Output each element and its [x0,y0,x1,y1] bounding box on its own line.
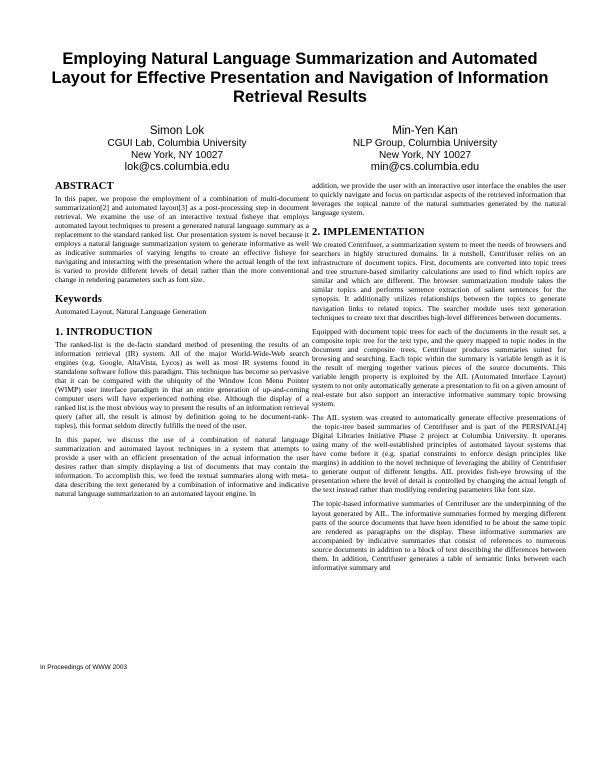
keywords-heading: Keywords [55,294,103,306]
paper-title: Employing Natural Language Summarization and Automated Layout for Effective Presentation and Navigation of Information Retrieval Results [51,50,549,106]
author-block-2 [300,124,550,174]
introduction-heading: 1. INTRODUCTION [55,326,153,338]
author-name: Simon Lok [149,125,205,137]
implementation-paragraph: We created Centrifuser, a summarization system to meet the needs of browsers and searchers in highly structured domains. In a nutshell, Centrifuser relies on an infrastructure of document topics. First, documents are converted into topic trees and tree structure-based similarity calculations are used to find which topics are similar and which are different. The browser summarization module takes the similar topics and performs sentence extraction of salient sentences for the synopsis. It additionally utilizes relationships between the topics to generate navigation links to related topics. The searcher module uses text generation techniques to create text that describes high-level differences between documents. [312,240,566,322]
author-affiliation: NLP Group, Columbia University [352,138,498,149]
implementation-paragraph: The AIL system was created to automatically generate effective presentations of the topic-tree based summaries of Centrifuser and is part of the PERSIVAL[4] Digital Libraries Initiative Phase 2 project at Columbia University. It operates using many of the well-established principles of automated layout systems that have come before it (e.g. spatial constraints to enforce design principles like margins) in addition to the novel technique of leveraging the ability of Centrifuser to generate output of different lengths. AIL provides fish-eye browsing of the presentation where the level of detail is controlled by changing the actual length of the text instead rather than modifying rendering parameters like font size. [312,413,566,495]
implementation-paragraph: The topic-based informative summaries of Centrifuser are the underpinning of the layout generated by AIL. The informative summaries formed by merging different parts of the source documents that have been identified to be about the same topic are rendered as paragraphs on the display. These informative summaries are accompanied by indicative summaries that consist of references to numerous source documents in addition to a block of text describing the differences between them. In addition, Centrifuser generates a table of semantic links between each informative summary and [312,499,566,572]
author-email: lok@cs.columbia.edu [124,161,230,173]
author-email: min@cs.columbia.edu [370,161,480,173]
author-address: New York, NY 10027 [378,149,472,161]
abstract-text: In this paper, we propose the employment of a combination of multi-document summarization[2] and automated layout[3] as a post-processing step in document retrieval. We examine the use of an interactive textual fisheye that employs automated layout techniques to present a generated natural language summary as a replacement to the standard ranked list. Our presentation system is novel because it employs a natural language summarization system to generate informative as well as indicative summaries of varying lengths to create an effective fisheye for navigating and interacting with the presentation where the actual length of the text is varied to provide different levels of detail rather than the more conventional change in rendering parameters such as font size. [55,194,309,285]
introduction-paragraph: The ranked-list is the de-facto standard method of presenting the results of an information retrieval (IR) system. All of the major World-Wide-Web search engines (e.g. Google, AltaVista, Lycos) as well as most IR systems found in standalone software follow this paradigm. This technique has become so pervasive that it can be compared with the ubiquity of the Window Icon Menu Pointer (WIMP) user interface paradigm in that an entire generation of up-and-coming computer users will have experienced nothing else. Although the display of a ranked list is the most obvious way to present the results of an information retrieval query (after all, the result is almost by definition going to be document-rank-tuples), this format seldom directly fulfills the need of the user. [55,339,309,430]
author-name: Min-Yen Kan [392,125,458,137]
implementation-heading: 2. IMPLEMENTATION [312,227,425,239]
keywords-text: Automated Layout, Natural Language Generation [55,307,207,317]
author-affiliation: CGUI Lab, Columbia University [107,138,247,149]
introduction-paragraph: In this paper, we discuss the use of a combination of natural language summarization and automated layout techniques in a system that attempts to provide a user with an efficient presentation of the actual information the user desires rather than simply displaying a list of documents that may contain the information. To accomplish this, we feed the textual summaries along with meta-data describing the text generated by a combination of informative and indicative natural language summarization to an automated layout engine. In [55,434,309,499]
left-column [55,181,309,503]
author-block-1 [52,124,302,174]
introduction-continuation: addition, we provide the user with an interactive user interface the enables the user to quickly navigate and focus on particular aspects of the retrieved information that leverages the topical nature of the natural summaries generated by the natural language system. [312,181,566,218]
author-address: New York, NY 10027 [130,149,224,161]
proceedings-footer: In Proceedings of WWW 2003 [40,664,128,671]
abstract-heading: ABSTRACT [55,181,114,192]
right-column [312,181,566,577]
implementation-paragraph: Equipped with document topic trees for each of the documents in the result set, a composite topic tree for the text type, and the query mapped to topic nodes in the document and composite trees, Centrifuser produces summaries suited for browsing and searching. Each topic within the summary is variable length as it is the result of merging together various pieces of the source documents. This variable length property is exploited by the AIL (Automated Interface Layout) system to not only automatically generate a presentation to fit on a given amount of real-estate but also support an interactive informative summary topic browsing system. [312,326,566,408]
